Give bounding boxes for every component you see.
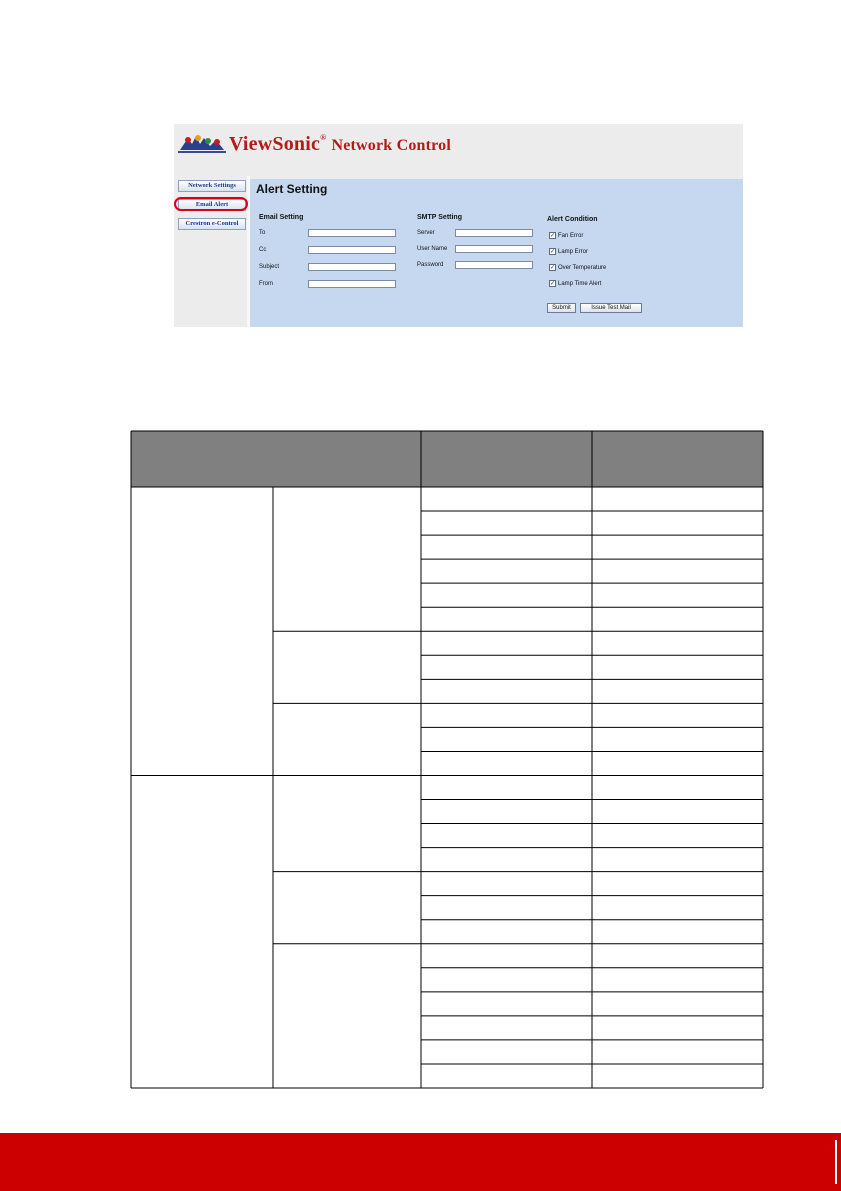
email-alert-highlight-ring xyxy=(174,197,248,211)
sidebar-item-crestron-e-control[interactable]: Crestron e-Control xyxy=(178,218,246,230)
lamp-error-label: Lamp Error xyxy=(558,249,589,255)
smtp-password-input[interactable] xyxy=(455,261,533,269)
lamp-time-alert-label: Lamp Time Alert xyxy=(558,281,602,287)
over-temperature-label: Over Temperature xyxy=(558,265,607,271)
smtp-username-label: User Name xyxy=(417,246,448,252)
sidebar-item-network-settings[interactable]: Network Settings xyxy=(178,180,246,192)
email-setting-title: Email Setting xyxy=(259,214,304,221)
page-title: Alert Setting xyxy=(256,182,328,196)
footer-bar xyxy=(0,1133,841,1191)
email-cc-input[interactable] xyxy=(308,246,396,254)
brand-logo xyxy=(229,133,451,156)
issue-test-mail-button[interactable]: Issue Test Mail xyxy=(580,303,642,313)
sidebar-item-email-alert[interactable]: Email Alert xyxy=(178,199,246,211)
lamp-time-alert-checkbox[interactable]: ✓ xyxy=(550,281,556,287)
email-from-input[interactable] xyxy=(308,280,396,288)
smtp-server-input[interactable] xyxy=(455,229,533,237)
email-to-label: To xyxy=(259,230,266,236)
network-control-screenshot xyxy=(174,124,743,327)
over-temperature-checkbox[interactable]: ✓ xyxy=(550,265,556,271)
brand-suffix: Network Control xyxy=(331,137,452,154)
brand-name: ViewSonic xyxy=(229,133,321,155)
alert-condition-title: Alert Condition xyxy=(547,216,598,223)
birds-logo-icon xyxy=(178,132,226,154)
submit-button[interactable]: Submit xyxy=(547,303,576,313)
lamp-error-checkbox[interactable]: ✓ xyxy=(550,249,556,255)
email-cc-label: Cc xyxy=(259,247,267,253)
app-header xyxy=(174,124,743,176)
smtp-username-input[interactable] xyxy=(455,245,533,253)
table-header-row xyxy=(131,431,763,487)
email-from-label: From xyxy=(259,281,273,287)
email-subject-label: Subject xyxy=(259,264,280,270)
smtp-setting-title: SMTP Setting xyxy=(417,214,462,221)
email-to-input[interactable] xyxy=(308,229,396,237)
brand-registered-mark: ® xyxy=(320,133,327,142)
smtp-server-label: Server xyxy=(417,230,435,236)
email-subject-input[interactable] xyxy=(308,263,396,271)
fan-error-checkbox[interactable]: ✓ xyxy=(550,233,556,239)
fan-error-label: Fan Error xyxy=(558,233,584,239)
alert-setting-panel xyxy=(250,179,743,327)
smtp-password-label: Password xyxy=(417,262,444,268)
footer-edge-mark xyxy=(835,1140,837,1184)
